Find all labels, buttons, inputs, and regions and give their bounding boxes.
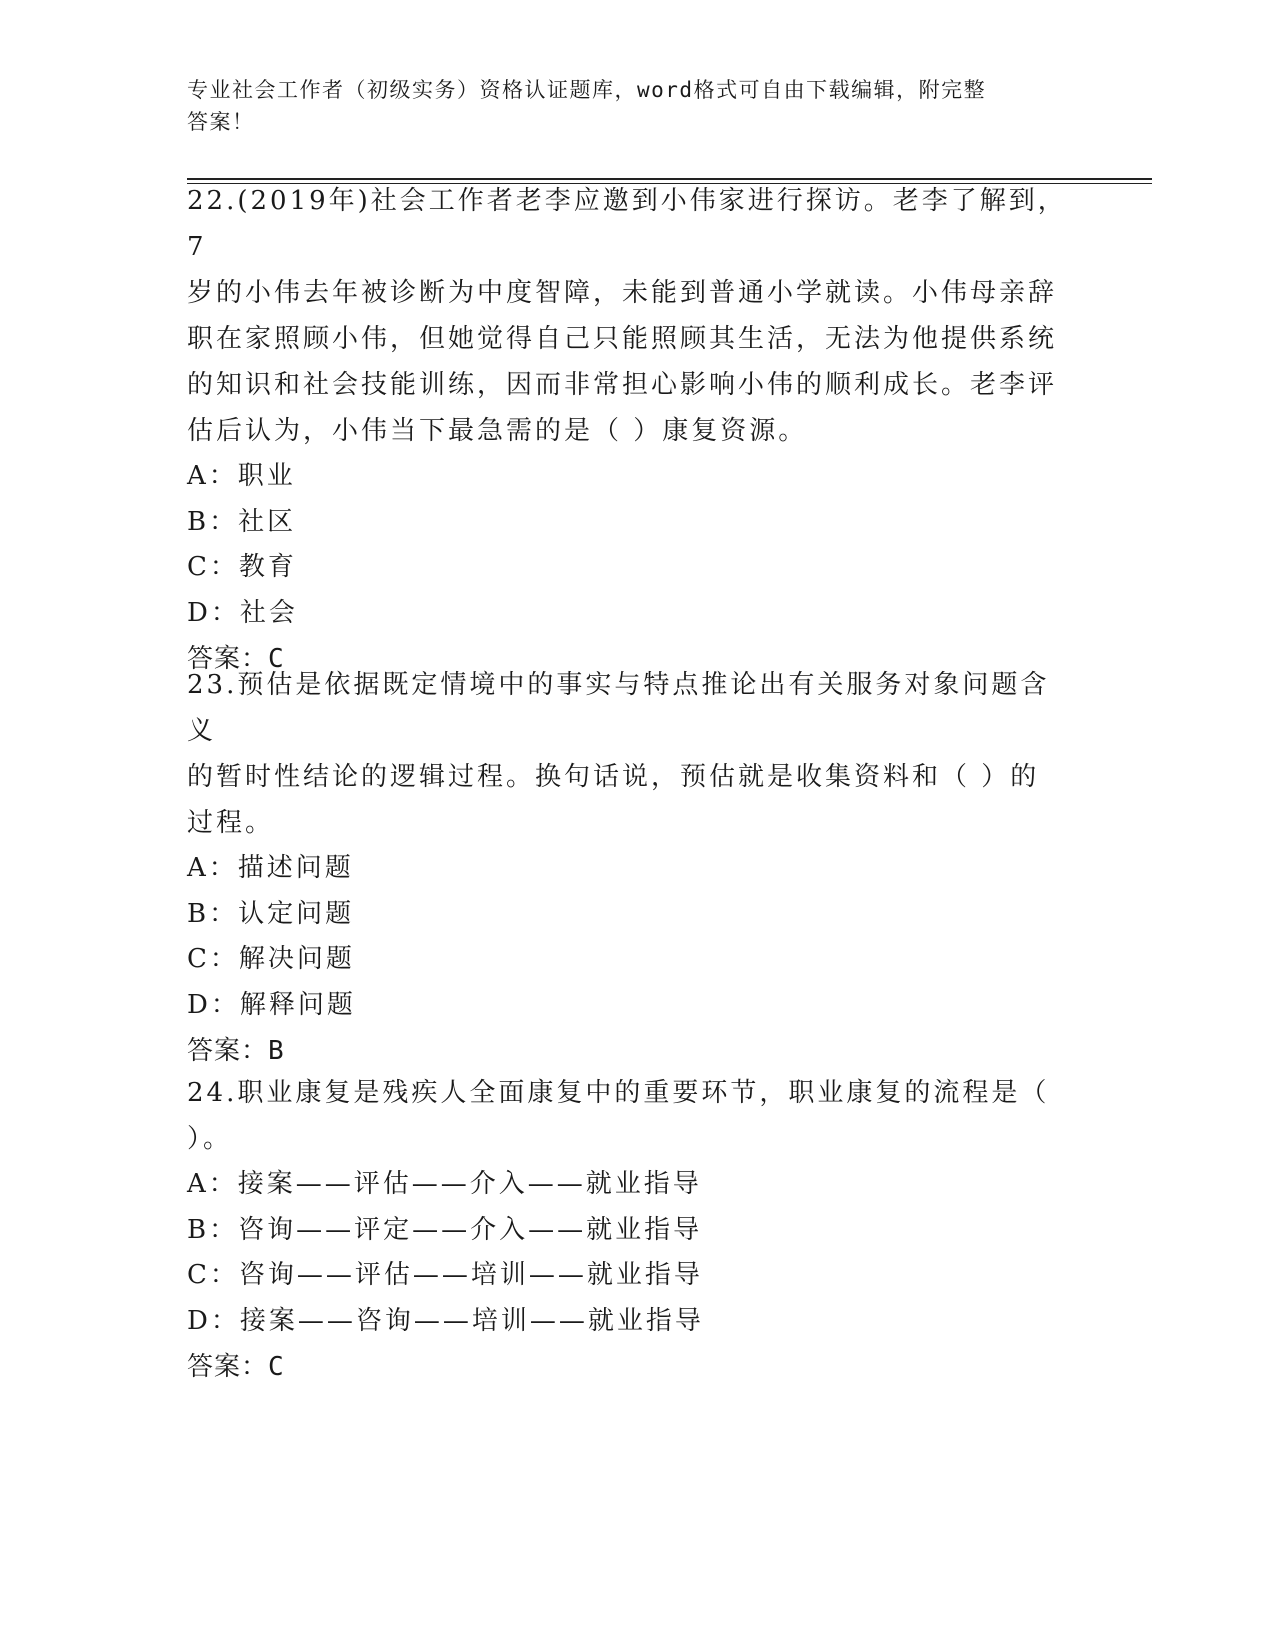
header-line: 专业社会工作者（初级实务）资格认证题库，word格式可自由下载编辑，附完整 (187, 78, 987, 102)
question-24 (187, 1070, 1077, 1390)
option-b: B：咨询——评定——介入——就业指导 (187, 1214, 703, 1245)
stem-line: 的知识和社会技能训练，因而非常担心影响小伟的顺利成长。老李评 (187, 370, 1058, 400)
answer: 答案：C (187, 644, 285, 674)
header-line: 答案！ (187, 110, 255, 134)
option-c: C：教育 (187, 552, 297, 582)
stem-line: 23.预估是依据既定情境中的事实与特点推论出有关服务对象问题含义 (187, 670, 1050, 746)
stem-line: ）。 (187, 1124, 233, 1154)
stem-line: 岁的小伟去年被诊断为中度智障，未能到普通小学就读。小伟母亲辞 (187, 278, 1058, 308)
option-d: D：社会 (187, 597, 298, 628)
answer: 答案：C (187, 1352, 285, 1382)
option-c: C：咨询——评估——培训——就业指导 (187, 1260, 703, 1290)
option-a: A：接案——评估——介入——就业指导 (187, 1169, 702, 1199)
stem-line: 24.职业康复是残疾人全面康复中的重要环节，职业康复的流程是（ (187, 1078, 1050, 1108)
question-22 (187, 178, 1077, 682)
stem-line: 职在家照顾小伟，但她觉得自己只能照顾其生活，无法为他提供系统 (187, 324, 1058, 354)
option-c: C：解决问题 (187, 944, 355, 974)
stem-line: 过程。 (187, 808, 275, 838)
question-23 (187, 662, 1077, 1074)
document-header (187, 74, 1067, 138)
question-stem (187, 662, 1077, 846)
stem-line: 估后认为，小伟当下最急需的是（ ）康复资源。 (187, 416, 808, 446)
question-stem (187, 1070, 1077, 1162)
option-b: B：认定问题 (187, 898, 355, 929)
stem-line: 的暂时性结论的逻辑过程。换句话说，预估就是收集资料和（ ）的 (187, 762, 1040, 792)
option-a: A：职业 (187, 461, 296, 491)
answer: 答案：B (187, 1036, 285, 1066)
option-d: D：接案——咨询——培训——就业指导 (187, 1305, 704, 1336)
option-a: A：描述问题 (187, 853, 354, 883)
option-d: D：解释问题 (187, 989, 356, 1020)
option-b: B：社区 (187, 506, 297, 537)
stem-line: 22.(2019年)社会工作者老李应邀到小伟家进行探访。老李了解到，7 (187, 186, 1067, 262)
question-stem (187, 178, 1077, 454)
